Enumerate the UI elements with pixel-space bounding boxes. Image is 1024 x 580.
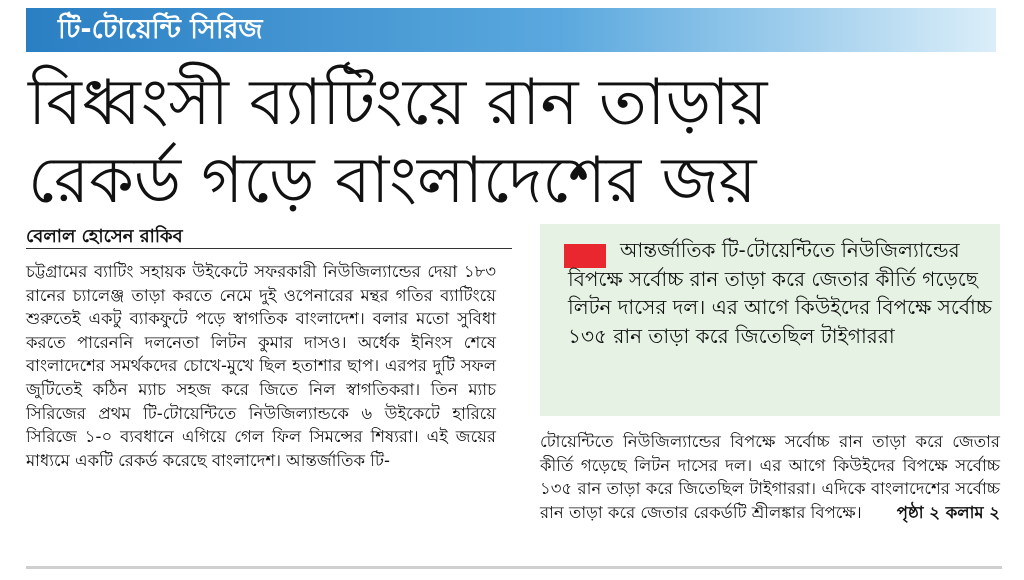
headline (28, 64, 1018, 220)
byline: বেলাল হোসেন রাকিব (26, 226, 183, 247)
article-body-left: চট্টগ্রামের ব্যাটিং সহায়ক উইকেটে সফরকারী নিউজিল্যান্ডের দেয়া ১৮৩ রানের চ্যালেঞ্জ তাড়া করতে নেমে দুই ওপেনারের মন্থর গতির ব্যাটিংয়ে শুরুতেই একটু ব্যাকফুটে পড়ে স্বাগতিক বাংলাদেশ। বলার মতো সুবিধা করতে পারেননি দলনেতা লিটন কুমার দাসও। অর্ধেক ইনিংস শেষে বাংলাদেশের সমর্থকদের চোখে-মুখে ছিল হতাশার ছাপ। এরপর দুটি সফল জুটিতেই কঠিন ম্যাচ সহজ করে জিতে নিল স্বাগতিকরা। তিন ম্যাচ সিরিজের প্রথম টি-টোয়েন্টিতে নিউজিল্যান্ডকে ৬ উইকেটে হারিয়ে সিরিজে ১-০ ব্যবধানে এগিয়ে গেল ফিল সিমন্সের শিষ্যরা। এই জয়ের মাধ্যমে একটি রেকর্ড করেছে বাংলাদেশ। আন্তর্জাতিক টি- (26, 262, 496, 470)
pull-quote-text: আন্তর্জাতিক টি-টোয়েন্টিতে নিউজিল্যান্ডের বিপক্ষে সর্বোচ্চ রান তাড়া করে জেতার কীর্তি গড়েছে লিটন দাসের দল। এর আগে কিউইদের বিপক্ষে সর্বোচ্চ ১৩৫ রান তাড়া করে জিতেছিল টাইগাররা (568, 238, 992, 348)
article-body-right (540, 430, 1000, 524)
byline-underline (26, 248, 512, 249)
article-body-right-text: টোয়েন্টিতে নিউজিল্যান্ডের বিপক্ষে সর্বোচ্চ রান তাড়া করে জেতার কীর্তি গড়েছে লিটন দাসের দল। এর আগে কিউইদের বিপক্ষে সর্বোচ্চ ১৩৫ রান তাড়া করে জিতেছিল টাইগাররা। এদিকে বাংলাদেশের সর্বোচ্চ রান তাড়া করে জেতার রেকর্ডটি শ্রীলঙ্কার বিপক্ষে। (540, 432, 1000, 522)
bottom-divider (26, 566, 1002, 569)
headline-line-1: বিধ্বংসী ব্যাটিংয়ে রান তাড়ায় (28, 66, 768, 140)
section-label: টি-টোয়েন্টি সিরিজ (58, 14, 263, 45)
continuation-note: পৃষ্ঠা ২ কলাম ২ (896, 502, 1000, 522)
headline-line-2: রেকর্ড গড়ে বাংলাদেশের জয় (28, 144, 757, 218)
